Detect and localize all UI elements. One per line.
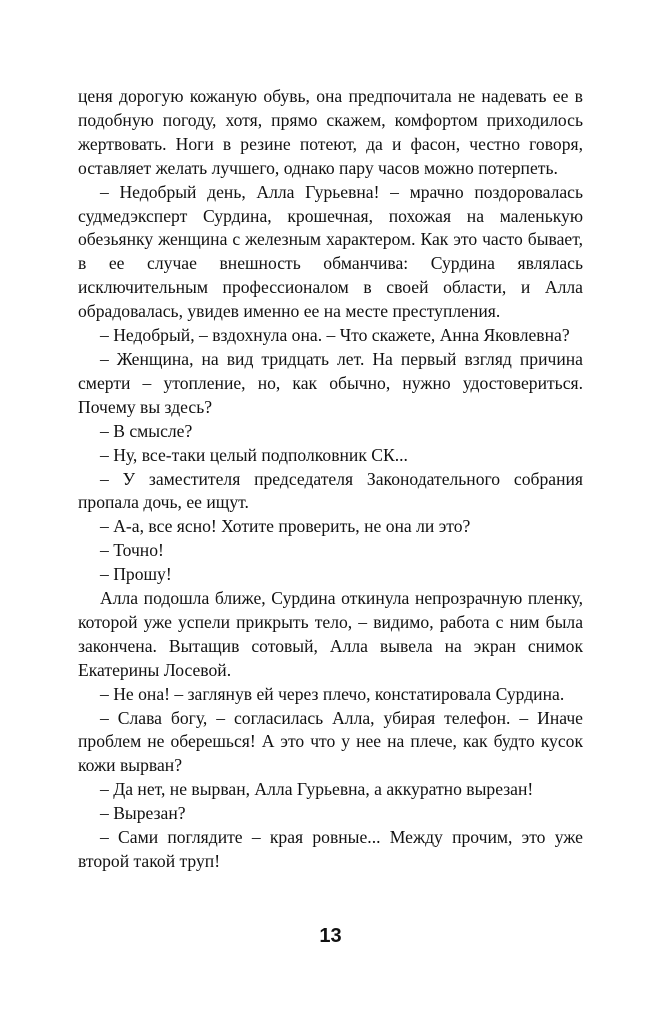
paragraph: – Вырезан? bbox=[100, 803, 186, 824]
paragraph: – Прошу! bbox=[100, 564, 172, 585]
paragraph: – Женщина, на вид тридцать лет. На первый взгляд причина смерти – утопление, но, как обычно, нужно удостовериться. Почему вы здесь? bbox=[78, 348, 583, 417]
paragraph: – Да нет, не вырван, Алла Гурьевна, а аккуратно вырезан! bbox=[100, 779, 534, 800]
paragraph: Алла подошла ближе, Сурдина откинула непрозрачную пленку, которой уже успели прикрыть тело, – видимо, работа с ним была закончена. Вытащив сотовый, Алла вывела на экран снимок Екатерины Лосевой. bbox=[78, 588, 583, 680]
page-number: 13 bbox=[319, 925, 342, 947]
paragraph: – Ну, все-таки целый подполковник СК... bbox=[100, 444, 408, 465]
paragraph: – У заместителя председателя Законодательного собрания пропала дочь, ее ищут. bbox=[78, 468, 583, 513]
paragraph: – Точно! bbox=[100, 540, 164, 561]
paragraph: – Сами поглядите – края ровные... Между прочим, это уже второй такой труп! bbox=[78, 827, 583, 871]
paragraph: ценя дорогую кожаную обувь, она предпочитала не надевать ее в подобную погоду, хотя, прямо скажем, комфортом приходилось жертвовать. Ноги в резине потеют, да и фасон, честно говоря, оставляет желать лучшего, однако пару часов можно потерпеть. bbox=[78, 86, 583, 178]
paragraph: – А-а, все ясно! Хотите проверить, не она ли это? bbox=[100, 516, 471, 537]
paragraph: – Не она! – заглянув ей через плечо, констатировала Сурдина. bbox=[100, 683, 565, 704]
paragraph: – Недобрый, – вздохнула она. – Что скажете, Анна Яковлевна? bbox=[100, 325, 570, 346]
body-text bbox=[78, 85, 583, 874]
paragraph: – Недобрый день, Алла Гурьевна! – мрачно поздоровалась судмедэксперт Сурдина, крошечная, похожая на маленькую обезьянку женщина с железным характером. Как это часто бывает, в ее случае внешность обманчива: Сурдина являлась исключительным профессионалом в своей области, и Алла обрадовалась, увидев именно ее на месте преступления. bbox=[78, 181, 583, 322]
paragraph: – В смысле? bbox=[100, 420, 193, 441]
paragraph: – Слава богу, – согласилась Алла, убирая телефон. – Иначе проблем не оберешься! А это что у нее на плече, как будто кусок кожи вырван? bbox=[78, 707, 583, 776]
